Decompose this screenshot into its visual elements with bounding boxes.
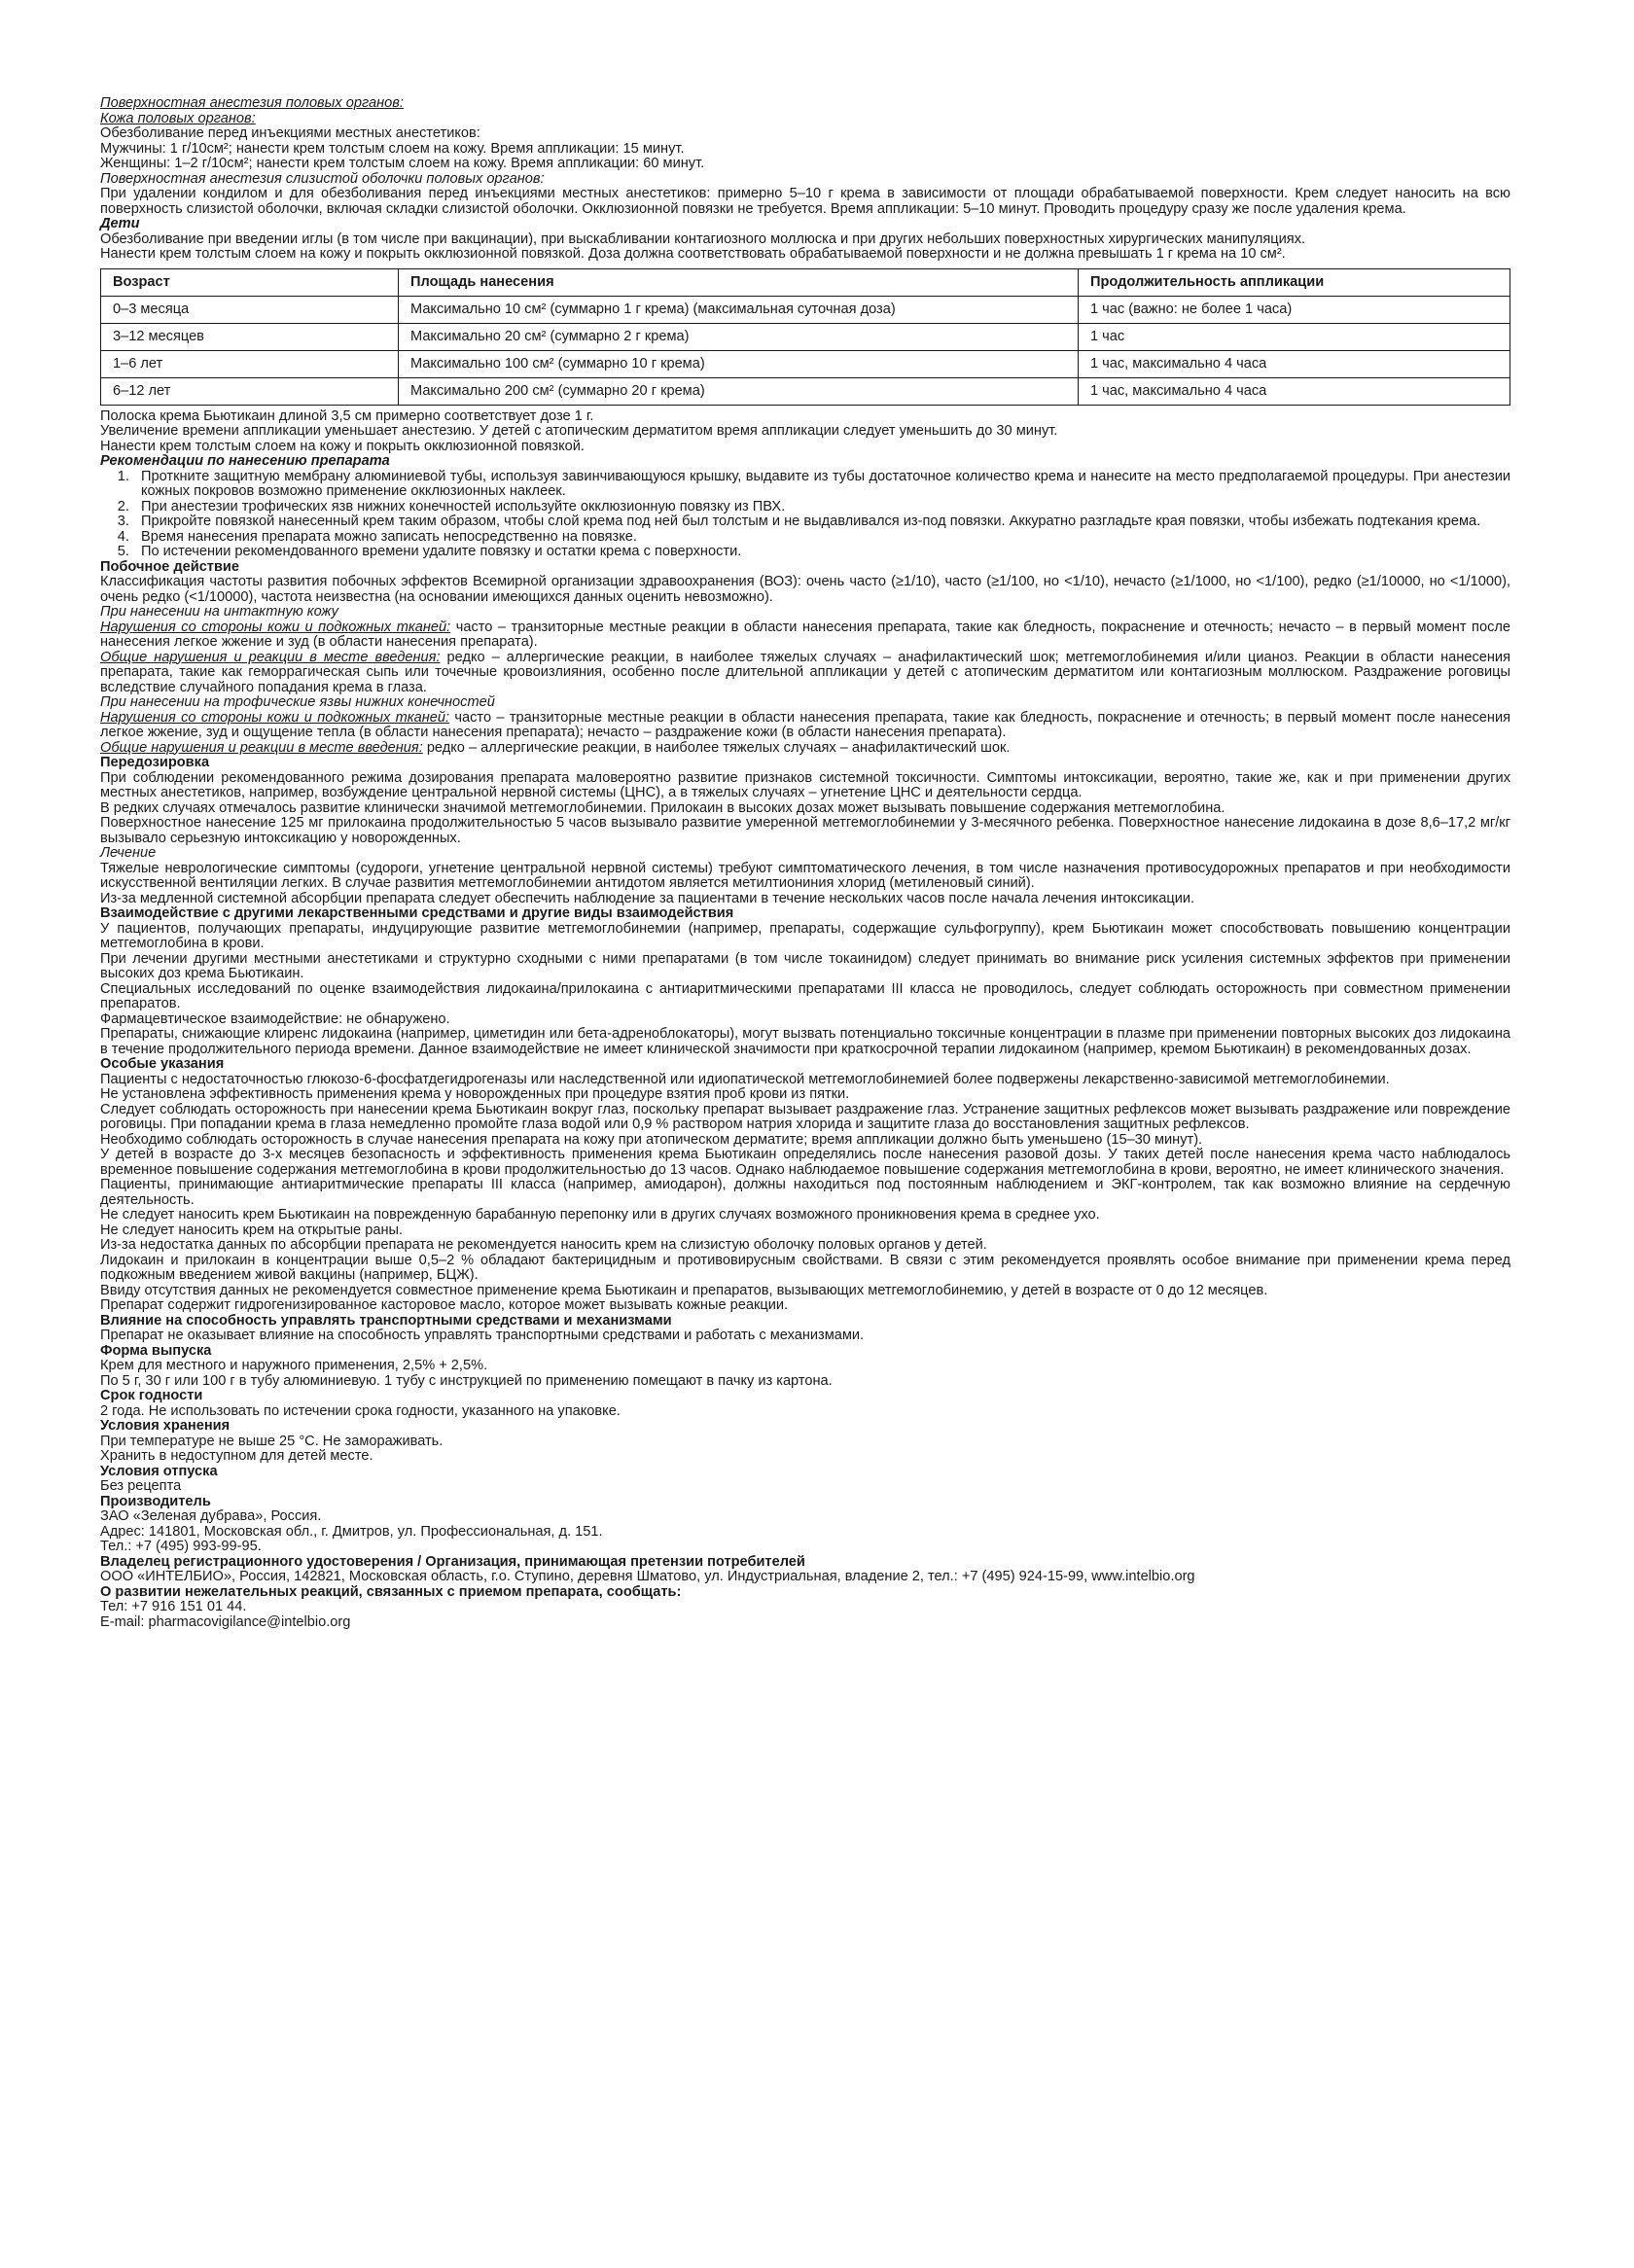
text-line: Хранить в недоступном для детей месте. [100, 1448, 373, 1464]
column-header: Площадь нанесения [399, 268, 1079, 296]
table-row [101, 377, 1510, 405]
table-cell: 1–6 лет [101, 350, 399, 377]
table-row [101, 296, 1510, 323]
column-header: Возраст [101, 268, 399, 296]
intact-skin-label: Нарушения со стороны кожи и подкожных тканей: [100, 619, 451, 635]
genital-mucosa-heading: Поверхностная анестезия слизистой оболочки половых органов: [100, 170, 545, 187]
table-cell: Максимально 100 см² (суммарно 10 г крема) [399, 350, 1079, 377]
ulcers-skin-label: Нарушения со стороны кожи и подкожных тканей: [100, 709, 450, 726]
text-line: По 5 г, 30 г или 100 г в тубу алюминиевую. 1 тубу с инструкцией по применению помещают в пачку из картона. [100, 1372, 833, 1389]
interactions-paragraph: Специальных исследований по оценке взаимодействия лидокаина/прилокаина с антиаритмическими препаратами III класса не проводилось, следует соблюдать осторожность при совместном применении препаратов. [100, 980, 1510, 1011]
special-paragraph: Необходимо соблюдать осторожность в случае нанесения препарата на кожу при атопическом дерматите; время аппликации должно быть уменьшено (15–30 минут). [100, 1131, 1203, 1148]
overdose-paragraph: В редких случаях отмечалось развитие клинически значимой метгемоглобинемии. Прилокаин в высоких дозах может вызывать повышение содержания метгемоглобина. [100, 799, 1226, 816]
manufacturer-heading: Производитель [100, 1493, 211, 1509]
treatment-paragraph: Из-за медленной системной абсорбции препарата следует обеспечить наблюдение за пациентами в течение нескольких часов после начала лечения интоксикации. [100, 890, 1195, 906]
text-line: ЗАО «Зеленая дубрава», Россия. [100, 1508, 322, 1524]
dispense-heading: Условия отпуска [100, 1463, 218, 1479]
text-line: Увеличение времени аппликации уменьшает анестезию. У детей с атопическим дерматитом время аппликации следует уменьшить до 30 минут. [100, 423, 1058, 439]
interactions-paragraph: При лечении другими местными анестетиками и структурно сходными с ними препаратами (в том числе токаинидом) следует принимать во внимание риск усиления системных эффектов при применении высоких доз крема Бьютикаин. [100, 950, 1510, 981]
table-cell: 1 час, максимально 4 часа [1079, 377, 1510, 405]
ulcers-general-text: редко – аллергические реакции, в наиболее тяжелых случаях – анафилактический шок. [422, 739, 1011, 756]
adverse-report-heading: О развитии нежелательных реакций, связанных с приемом препарата, сообщать: [100, 1583, 682, 1600]
text-line: Крем для местного и наружного применения, 2,5% + 2,5%. [100, 1358, 488, 1373]
registration-holder-heading: Владелец регистрационного удостоверения / Организация, принимающая претензии потребителей [100, 1553, 805, 1570]
ulcers-skin-text: часто – транзиторные местные реакции в области нанесения препарата, такие как бледность, покраснение и отечность; в первый момент после нанесения легкое жжение, зуд и ощущение тепла (в области нанесения препарата); нечасто – раздражение кожи (в области нанесения препарата). [100, 709, 1510, 740]
dosage-table [100, 268, 1510, 406]
list-item: 3. Прикройте повязкой нанесенный крем таким образом, чтобы слой крема под ней был толстым и не выдавливался из-под повязки. Аккуратно разгладьте края повязки, чтобы избежать подтекания крема. [133, 514, 1510, 530]
special-paragraph: Не установлена эффективность применения крема у новорожденных при процедуре взятия проб крови из пятки. [100, 1086, 850, 1102]
treatment-heading: Лечение [100, 845, 157, 861]
table-cell: 1 час (важно: не более 1 часа) [1079, 296, 1510, 323]
text-line: Обезболивание перед инъекциями местных анестетиков: [100, 125, 480, 141]
special-paragraph: Из-за недостатка данных по абсорбции препарата не рекомендуется наносить крем на слизистую оболочку половых органов у детей. [100, 1237, 987, 1253]
special-paragraph: Ввиду отсутствия данных не рекомендуется совместное применение крема Бьютикаин и препаратов, вызывающих метгемоглобинемию, у детей в возрасте от 0 до 12 месяцев. [100, 1282, 1268, 1298]
table-cell: 1 час [1079, 323, 1510, 350]
genital-skin-heading: Кожа половых органов: [100, 110, 256, 126]
list-item: 1. Проткните защитную мембрану алюминиевой тубы, используя завинчивающуюся крышку, выдавите из тубы достаточное количество крема и нанесите на место предполагаемой процедуры. При анестезии кожных покровов возможно применение окклюзионных наклеек. [133, 470, 1510, 500]
table-cell: 3–12 месяцев [101, 323, 399, 350]
ulcers-heading: При нанесении на трофические язвы нижних конечностей [100, 694, 495, 710]
intact-skin-paragraph [100, 620, 1510, 651]
table-cell: 6–12 лет [101, 377, 399, 405]
overdose-paragraph: При соблюдении рекомендованного режима дозирования препарата маловероятно развитие признаков системной токсичности. Симптомы интоксикации, вероятно, такие же, как и при применении других местных анестетиков, например, возбуждение центральной нервной системы (ЦНС), а в тяжелых случаях – угнетение ЦНС и деятельности сердца. [100, 769, 1510, 800]
shelf-life-text: 2 года. Не использовать по истечении срока годности, указанного на упаковке. [100, 1402, 621, 1419]
overdose-paragraph: Поверхностное нанесение 125 мг прилокаина продолжительностью 5 часов вызывало развитие умеренной метгемоглобинемии у 3-месячного ребенка. Поверхностное нанесение лидокаина в дозе 8,6–17,2 мг/кг вызывало серьезную интоксикацию у новорожденных. [100, 815, 1510, 846]
table-row [101, 350, 1510, 377]
children-dose-text: Нанести крем толстым слоем на кожу и покрыть окклюзионной повязкой. Доза должна соответствовать обрабатываемой поверхности и не должна превышать 1 г крема на 10 см². [100, 246, 1286, 262]
list-item: 5. По истечении рекомендованного времени удалите повязку и остатки крема с поверхности. [133, 545, 1510, 560]
recommendations-list [100, 470, 1510, 560]
intact-general-label: Общие нарушения и реакции в месте введения: [100, 649, 441, 665]
intact-skin-text: часто – транзиторные местные реакции в области нанесения препарата, такие как бледность, покраснение и отечность; нечасто – в первый момент после нанесения легкое жжение и зуд (в области нанесения препарата). [100, 619, 1510, 650]
leaflet-page [100, 96, 1510, 1630]
text-line: Нанести крем толстым слоем на кожу и покрыть окклюзионной повязкой. [100, 438, 585, 454]
interactions-paragraph: У пациентов, получающих препараты, индуцирующие развитие метгемоглобинемии (например, препараты, содержащие сульфогруппу), крем Бьютикаин может способствовать повышению концентрации метгемоглобина в крови. [100, 920, 1510, 951]
special-paragraph: Лидокаин и прилокаин в концентрации выше 0,5–2 % обладают бактерицидным и противовирусным свойствами. В связи с этим рекомендуется проявлять особое внимание при применении крема перед подкожным введением живой вакцины (например, БЦЖ). [100, 1252, 1510, 1283]
children-text: Обезболивание при введении иглы (в том числе при вакцинации), при выскабливании контагиозного моллюска и при других небольших поверхностных хирургических манипуляциях. [100, 230, 1306, 247]
special-paragraph: Пациенты с недостаточностью глюкозо-6-фосфатдегидрогеназы или наследственной или идиопатической метгемоглобинемией более подвержены лекарственно-зависимой метгемоглобинемии. [100, 1071, 1390, 1087]
dispense-text: Без рецепта [100, 1478, 182, 1494]
special-paragraph: У детей в возрасте до 3-х месяцев безопасность и эффективность применения крема Бьютикаин определялись после нанесения разовой дозы. У таких детей после нанесения крема часто наблюдалось временное повышение содержания метгемоглобина в крови продолжительностью до 13 часов. Однако наблюдаемое повышение содержания метгемоглобина в крови, вероятно, не имеет клинического значения. [100, 1147, 1510, 1178]
text-line: При температуре не выше 25 °С. Не замораживать. [100, 1433, 444, 1449]
table-cell: 0–3 месяца [101, 296, 399, 323]
table-cell: Максимально 20 см² (суммарно 2 г крема) [399, 323, 1079, 350]
table-header-row [101, 268, 1510, 296]
genital-mucosa-text: При удалении кондилом и для обезболивания перед инъекциями местных анестетиков: примерно 5–10 г крема в зависимости от площади обрабатываемой поверхности. Крем следует наносить на всю поверхность слизистой оболочки, включая складки слизистой оболочки. Окклюзионной повязки не требуется. Время аппликации: 5–10 минут. Проводить процедуру сразу же после удаления крема. [100, 186, 1510, 217]
intact-skin-heading: При нанесении на интактную кожу [100, 604, 338, 620]
special-paragraph: Препарат содержит гидрогенизированное касторовое масло, которое может вызывать кожные реакции. [100, 1297, 789, 1313]
overdose-heading: Передозировка [100, 755, 210, 770]
special-paragraph: Не следует наносить крем Бьютикаин на поврежденную барабанную перепонку или в других случаях возможного проникновения крема в среднее ухо. [100, 1207, 1100, 1223]
storage-heading: Условия хранения [100, 1418, 231, 1434]
release-form-heading: Форма выпуска [100, 1342, 212, 1359]
special-paragraph: Не следует наносить крем на открытые раны. [100, 1222, 404, 1238]
shelf-life-heading: Срок годности [100, 1388, 203, 1403]
list-item: 2. При анестезии трофических язв нижних конечностей используйте окклюзионную повязку из ПВХ. [133, 500, 1510, 515]
intact-general-text: редко – аллергические реакции, в наиболее тяжелых случаях – анафилактический шок; метгемоглобинемия и/или цианоз. Реакции в области нанесения препарата, такие как геморрагическая сыпь или точечные кровоизлияния, особенно после длительной аппликации у детей с атопическим дерматитом или контагиозным моллюском. Раздражение роговицы вследствие случайного попадания крема в глаза. [100, 649, 1510, 695]
special-instructions-heading: Особые указания [100, 1056, 225, 1072]
text-line: Полоска крема Бьютикаин длиной 3,5 см примерно соответствует дозе 1 г. [100, 408, 594, 424]
text-line: E-mail: pharmacovigilance@intelbio.org [100, 1613, 351, 1630]
interactions-paragraph: Препараты, снижающие клиренс лидокаина (например, циметидин или бета-адреноблокаторы), могут вызвать потенциально токсичные концентрации в плазме при применении повторных высоких доз лидокаина в течение продолжительного периода времени. Данное взаимодействие не имеет клинической значимости при краткосрочной терапии лидокаином (например, кремом Бьютикаин) в рекомендованных дозах. [100, 1026, 1510, 1057]
children-heading: Дети [100, 216, 140, 231]
ulcers-general-paragraph [100, 741, 1510, 757]
driving-text: Препарат не оказывает влияние на способность управлять транспортными средствами и работать с механизмами. [100, 1328, 865, 1343]
table-row [101, 323, 1510, 350]
special-paragraph: Следует соблюдать осторожность при нанесении крема Бьютикаин вокруг глаз, поскольку препарат вызывает раздражение глаз. Устранение защитных рефлексов может вызывать раздражение или повреждение роговицы. При попадании крема в глаза немедленно промойте глаза водой или 0,9 % раствором натрия хлорида и защитите глаза до восстановления защитных рефлексов. [100, 1101, 1510, 1132]
interactions-paragraph: Фармацевтическое взаимодействие: не обнаружено. [100, 1010, 450, 1027]
column-header: Продолжительность аппликации [1079, 268, 1510, 296]
table-cell: Максимально 200 см² (суммарно 20 г крема) [399, 377, 1079, 405]
table-cell: Максимально 10 см² (суммарно 1 г крема) (максимальная суточная доза) [399, 296, 1079, 323]
ulcers-skin-paragraph [100, 711, 1510, 741]
list-item: 4. Время нанесения препарата можно записать непосредственно на повязке. [133, 530, 1510, 546]
intact-general-paragraph [100, 651, 1510, 696]
side-effects-intro: Классификация частоты развития побочных эффектов Всемирной организации здравоохранения (ВОЗ): очень часто (≥1/10), часто (≥1/100, но <1/10), нечасто (≥1/1000, но <1/100), редко (≥1/10000, но <1/1000), очень редко (<1/10000), частота неизвестна (на основании имеющихся данных оценить невозможно). [100, 574, 1510, 605]
text-line: Тел: +7 916 151 01 44. [100, 1599, 247, 1614]
interactions-heading: Взаимодействие с другими лекарственными средствами и другие виды взаимодействия [100, 905, 734, 921]
ulcers-general-label: Общие нарушения и реакции в месте введения: [100, 739, 423, 756]
table-cell: 1 час, максимально 4 часа [1079, 350, 1510, 377]
treatment-paragraph: Тяжелые неврологические симптомы (судороги, угнетение центральной нервной системы) требуют симптоматического лечения, в том числе назначения противосудорожных препаратов и при необходимости искусственной вентиляции легких. В случае развития метгемоглобинемии антидотом является метилтиониния хлорид (метиленовый синий). [100, 860, 1510, 891]
side-effects-heading: Побочное действие [100, 558, 240, 575]
text-line: Адрес: 141801, Московская обл., г. Дмитров, ул. Профессиональная, д. 151. [100, 1523, 603, 1540]
text-line: Женщины: 1–2 г/10см²; нанести крем толстым слоем на кожу. Время аппликации: 60 минут. [100, 156, 705, 171]
recommendations-heading: Рекомендации по нанесению препарата [100, 453, 390, 469]
registration-holder-text: ООО «ИНТЕЛБИО», Россия, 142821, Московская область, г.о. Ступино, деревня Шматово, ул. Индустриальная, владение 2, тел.: +7 (495) 924-15-99, www.intelbio.org [100, 1569, 1195, 1584]
text-line: Мужчины: 1 г/10см²; нанести крем толстым слоем на кожу. Время аппликации: 15 минут. [100, 140, 685, 157]
special-paragraph: Пациенты, принимающие антиаритмические препараты III класса (например, амиодарон), должны находиться под постоянным наблюдением и ЭКГ-контролем, так как возможно влияние на сердечную деятельность. [100, 1177, 1510, 1208]
text-line: Тел.: +7 (495) 993-99-95. [100, 1539, 262, 1554]
driving-heading: Влияние на способность управлять транспортными средствами и механизмами [100, 1312, 672, 1329]
genital-anesthesia-heading: Поверхностная анестезия половых органов: [100, 95, 404, 111]
